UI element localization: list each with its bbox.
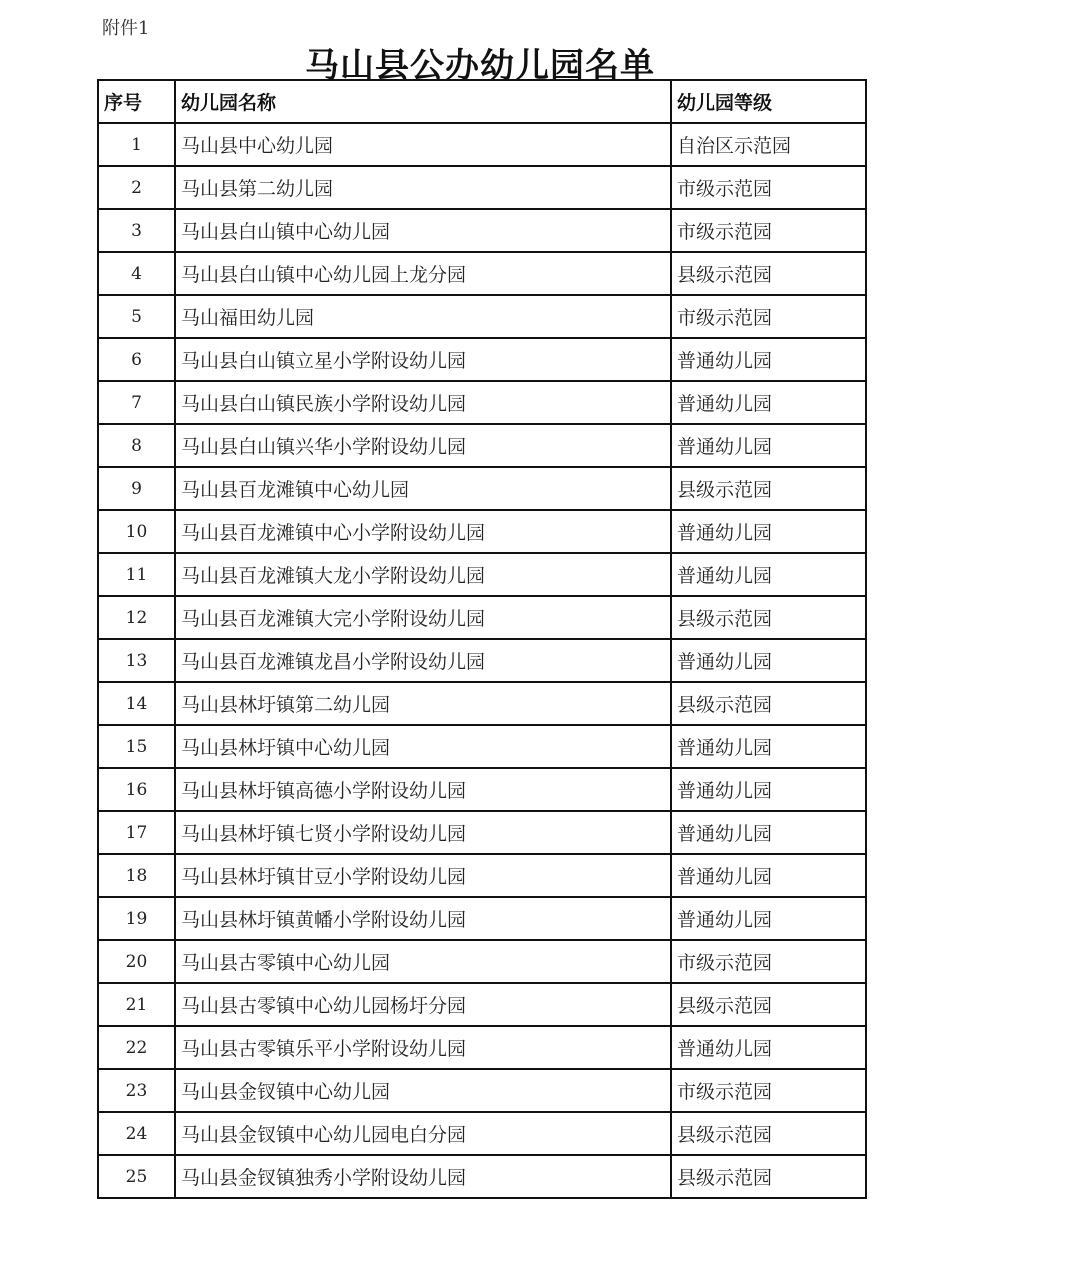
row-kindergarten-grade: 普通幼儿园	[671, 1026, 866, 1069]
table-row	[98, 596, 866, 639]
table-body	[98, 123, 866, 1198]
row-kindergarten-name: 马山县白山镇立星小学附设幼儿园	[175, 338, 671, 381]
row-kindergarten-name: 马山县金钗镇独秀小学附设幼儿园	[175, 1155, 671, 1198]
row-index: 4	[98, 252, 175, 295]
table-row	[98, 639, 866, 682]
row-kindergarten-grade: 普通幼儿园	[671, 553, 866, 596]
table-row	[98, 424, 866, 467]
row-kindergarten-name: 马山县百龙滩镇大完小学附设幼儿园	[175, 596, 671, 639]
row-kindergarten-grade: 市级示范园	[671, 295, 866, 338]
row-index: 19	[98, 897, 175, 940]
row-kindergarten-name: 马山县白山镇中心幼儿园	[175, 209, 671, 252]
row-index: 9	[98, 467, 175, 510]
table-row	[98, 209, 866, 252]
table-row	[98, 682, 866, 725]
row-kindergarten-grade: 市级示范园	[671, 209, 866, 252]
row-kindergarten-grade: 市级示范园	[671, 1069, 866, 1112]
row-kindergarten-grade: 普通幼儿园	[671, 381, 866, 424]
row-index: 24	[98, 1112, 175, 1155]
row-kindergarten-name: 马山县林圩镇七贤小学附设幼儿园	[175, 811, 671, 854]
table-header-row	[98, 80, 866, 123]
header-grade: 幼儿园等级	[671, 80, 866, 123]
table-row	[98, 983, 866, 1026]
row-index: 16	[98, 768, 175, 811]
row-kindergarten-name: 马山县百龙滩镇龙昌小学附设幼儿园	[175, 639, 671, 682]
row-index: 15	[98, 725, 175, 768]
row-kindergarten-grade: 普通幼儿园	[671, 725, 866, 768]
table-row	[98, 1112, 866, 1155]
row-index: 25	[98, 1155, 175, 1198]
table-row	[98, 467, 866, 510]
row-index: 13	[98, 639, 175, 682]
table-row	[98, 1155, 866, 1198]
header-index: 序号	[98, 80, 175, 123]
row-kindergarten-name: 马山县林圩镇黄幡小学附设幼儿园	[175, 897, 671, 940]
row-index: 8	[98, 424, 175, 467]
row-kindergarten-grade: 普通幼儿园	[671, 768, 866, 811]
row-kindergarten-name: 马山县金钗镇中心幼儿园电白分园	[175, 1112, 671, 1155]
row-index: 7	[98, 381, 175, 424]
row-kindergarten-grade: 市级示范园	[671, 940, 866, 983]
row-kindergarten-name: 马山县金钗镇中心幼儿园	[175, 1069, 671, 1112]
row-kindergarten-grade: 县级示范园	[671, 1155, 866, 1198]
row-kindergarten-grade: 县级示范园	[671, 983, 866, 1026]
row-index: 23	[98, 1069, 175, 1112]
row-kindergarten-grade: 市级示范园	[671, 166, 866, 209]
row-kindergarten-name: 马山县白山镇民族小学附设幼儿园	[175, 381, 671, 424]
row-kindergarten-grade: 县级示范园	[671, 596, 866, 639]
table-row	[98, 725, 866, 768]
row-kindergarten-name: 马山县白山镇中心幼儿园上龙分园	[175, 252, 671, 295]
table-row	[98, 768, 866, 811]
row-kindergarten-name: 马山县古零镇中心幼儿园	[175, 940, 671, 983]
row-index: 18	[98, 854, 175, 897]
table-row	[98, 553, 866, 596]
row-kindergarten-grade: 普通幼儿园	[671, 424, 866, 467]
row-index: 21	[98, 983, 175, 1026]
row-index: 20	[98, 940, 175, 983]
row-kindergarten-grade: 自治区示范园	[671, 123, 866, 166]
row-index: 17	[98, 811, 175, 854]
row-index: 1	[98, 123, 175, 166]
table-row	[98, 381, 866, 424]
row-index: 22	[98, 1026, 175, 1069]
row-kindergarten-name: 马山县百龙滩镇中心小学附设幼儿园	[175, 510, 671, 553]
row-kindergarten-name: 马山县林圩镇高德小学附设幼儿园	[175, 768, 671, 811]
table-row	[98, 123, 866, 166]
row-kindergarten-name: 马山县林圩镇甘豆小学附设幼儿园	[175, 854, 671, 897]
row-kindergarten-name: 马山县百龙滩镇中心幼儿园	[175, 467, 671, 510]
header-name: 幼儿园名称	[175, 80, 671, 123]
row-kindergarten-name: 马山县古零镇中心幼儿园杨圩分园	[175, 983, 671, 1026]
table-row	[98, 1069, 866, 1112]
row-index: 6	[98, 338, 175, 381]
table-row	[98, 295, 866, 338]
row-index: 2	[98, 166, 175, 209]
table-row	[98, 252, 866, 295]
table-row	[98, 166, 866, 209]
row-index: 14	[98, 682, 175, 725]
row-kindergarten-grade: 普通幼儿园	[671, 854, 866, 897]
kindergarten-table	[97, 79, 867, 1199]
row-kindergarten-grade: 普通幼儿园	[671, 338, 866, 381]
row-kindergarten-grade: 普通幼儿园	[671, 510, 866, 553]
row-kindergarten-name: 马山县林圩镇中心幼儿园	[175, 725, 671, 768]
document-title: 马山县公办幼儿园名单	[305, 46, 655, 86]
row-index: 11	[98, 553, 175, 596]
row-index: 10	[98, 510, 175, 553]
row-kindergarten-name: 马山县中心幼儿园	[175, 123, 671, 166]
table-row	[98, 897, 866, 940]
row-index: 12	[98, 596, 175, 639]
row-kindergarten-grade: 县级示范园	[671, 467, 866, 510]
row-kindergarten-grade: 普通幼儿园	[671, 639, 866, 682]
row-kindergarten-grade: 普通幼儿园	[671, 811, 866, 854]
table-row	[98, 510, 866, 553]
attachment-label: 附件1	[102, 18, 150, 39]
table-row	[98, 940, 866, 983]
table-row	[98, 811, 866, 854]
row-kindergarten-name: 马山县百龙滩镇大龙小学附设幼儿园	[175, 553, 671, 596]
row-kindergarten-name: 马山县林圩镇第二幼儿园	[175, 682, 671, 725]
row-kindergarten-grade: 县级示范园	[671, 1112, 866, 1155]
table-row	[98, 338, 866, 381]
row-kindergarten-name: 马山县白山镇兴华小学附设幼儿园	[175, 424, 671, 467]
table-row	[98, 854, 866, 897]
row-kindergarten-grade: 县级示范园	[671, 682, 866, 725]
row-kindergarten-grade: 县级示范园	[671, 252, 866, 295]
row-kindergarten-name: 马山县第二幼儿园	[175, 166, 671, 209]
row-kindergarten-name: 马山福田幼儿园	[175, 295, 671, 338]
row-kindergarten-grade: 普通幼儿园	[671, 897, 866, 940]
row-index: 3	[98, 209, 175, 252]
row-index: 5	[98, 295, 175, 338]
row-kindergarten-name: 马山县古零镇乐平小学附设幼儿园	[175, 1026, 671, 1069]
table-row	[98, 1026, 866, 1069]
